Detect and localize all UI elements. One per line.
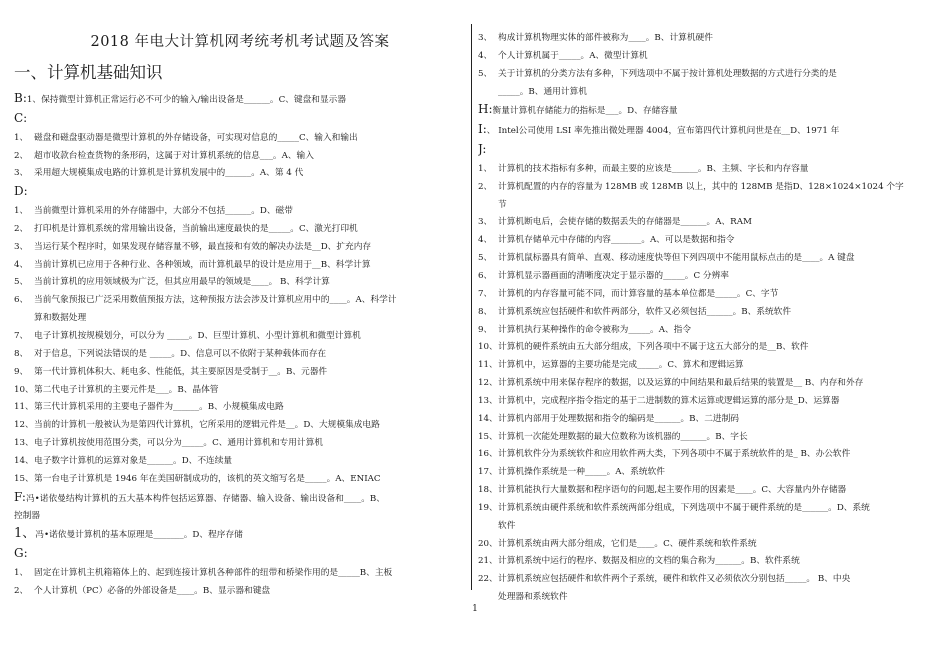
question-text: 计算机系统应包括硬件和软件两个子系统，硬件和软件又必须依次分别包括_____。 B、中央 bbox=[498, 574, 851, 585]
question-continuation: 节 bbox=[498, 199, 507, 210]
question-item bbox=[478, 48, 933, 66]
column-divider bbox=[471, 24, 472, 590]
question-text: 当前的计算机一般被认为是第四代计算机，它所采用的逻辑元件是__。D、大规模集成电路 bbox=[34, 420, 380, 431]
group-letter: H: bbox=[478, 102, 493, 117]
question-text: 固定在计算机主机箱箱体上的、起到连接计算机各种部件的纽带和桥梁作用的是_____B、主板 bbox=[34, 567, 393, 578]
question-item bbox=[478, 66, 933, 84]
question-text: 冯•诺依曼结构计算机的五大基本构件包括运算器、存储器、输入设备、输出设备和____。B、 bbox=[25, 493, 385, 504]
question-item bbox=[14, 364, 466, 382]
question-item bbox=[478, 464, 933, 482]
question-item bbox=[14, 583, 466, 601]
question-number: 21、 bbox=[478, 556, 498, 567]
question-item bbox=[14, 417, 466, 435]
question-text: 1、保持微型计算机正常运行必不可少的输入/输出设备是______。C、键盘和显示器 bbox=[26, 95, 347, 105]
question-number: 16、 bbox=[478, 449, 498, 460]
question-item bbox=[478, 232, 933, 250]
question-text: 计算机系统由硬件系统和软件系统两部分组成，下列选项中不属于硬件系统的是______。D、系统 bbox=[498, 502, 870, 513]
question-text: 计算机断电后，会使存储的数据丢失的存储器是______。A、RAM bbox=[498, 217, 752, 228]
question-number: 8、 bbox=[14, 348, 29, 359]
question-text: 计算机的硬件系统由五大部分组成，下列各项中不属于这五大部分的是__B、软件 bbox=[498, 342, 809, 353]
question-item bbox=[14, 399, 466, 417]
question-number: 1、 bbox=[14, 132, 29, 143]
question-text: 当运行某个程序时，如果发现存储容量不够，最直接和有效的解决办法是__D、扩充内存 bbox=[34, 241, 372, 252]
question-number: 5、 bbox=[478, 68, 493, 79]
question-text: 计算机系统中运行的程序、数据及相应的文档的集合称为______。B、软件系统 bbox=[498, 556, 800, 567]
question-number: 1、 bbox=[14, 567, 29, 578]
question-text: 第三代计算机采用的主要电子器件为______。B、小规模集成电路 bbox=[34, 402, 284, 413]
question-item bbox=[14, 165, 466, 183]
question-number: 9、 bbox=[478, 324, 493, 335]
question-number: 12、 bbox=[478, 378, 498, 389]
question-item bbox=[14, 239, 466, 257]
question-item bbox=[478, 375, 933, 393]
question-number: 2、 bbox=[14, 223, 29, 234]
question-text: 计算机系统中用来保存程序的数据，以及运算的中间结果和最后结果的装置是__ B、内存和外存 bbox=[498, 378, 864, 389]
question-item bbox=[478, 179, 933, 197]
question-text: 计算机能执行大量数据和程序语句的问题,起主要作用的因素是____。C、大容量内外存储器 bbox=[498, 485, 847, 496]
question-item bbox=[478, 268, 933, 286]
question-number: 7、 bbox=[14, 330, 29, 341]
question-number: 8、 bbox=[478, 306, 493, 317]
question-item bbox=[478, 357, 933, 375]
question-text: 计算机系统应包括硬件和软件两部分，软件又必须包括______。B、系统软件 bbox=[498, 306, 792, 317]
question-item bbox=[14, 346, 466, 364]
question-text: 计算机中，完成程序指令指定的基于二进制数的算术运算或逻辑运算的部分是_D、运算器 bbox=[498, 395, 840, 406]
question-number: 10、 bbox=[14, 384, 34, 395]
question-number: 12、 bbox=[14, 420, 34, 431]
question-text: 衡量计算机存储能力的指标是___。D、存储容量 bbox=[492, 106, 678, 117]
question-text: 第一台电子计算机是 1946 年在美国研制成功的，该机的英文缩写名是_____。A、ENIAC bbox=[34, 473, 381, 484]
question-text: 计算机配置的内存的容量为 128MB 或 128MB 以上，其中的 128MB 是指D、128×1024×1024 个字 bbox=[498, 181, 904, 192]
group-letter: D: bbox=[14, 184, 28, 199]
question-item bbox=[14, 274, 466, 292]
question-text: 第二代电子计算机的主要元件是___。B、晶体管 bbox=[34, 384, 219, 395]
question-item bbox=[478, 250, 933, 268]
question-continuation: 算和数据处理 bbox=[34, 313, 87, 324]
question-text: 第一代计算机体积大、耗电多、性能低，其主要原因是受制于__。B、元器件 bbox=[34, 366, 328, 377]
question-text: 个人计算机（PC）必备的外部设备是____。B、显示器和键盘 bbox=[34, 585, 271, 596]
question-group-header bbox=[14, 489, 466, 509]
right-question-list bbox=[478, 30, 933, 607]
question-text: 当前气象预报已广泛采用数值预报方法，这种预报方法会涉及计算机应用中的____。A、科学计 bbox=[34, 295, 397, 306]
question-text: 冯•诺依曼计算机的基本原理是_______。D、程序存储 bbox=[35, 530, 243, 541]
question-text: 计算机中，运算器的主要功能是完成_____。C、算术和逻辑运算 bbox=[498, 360, 744, 371]
question-number: 4、 bbox=[478, 50, 493, 61]
question-text: 计算机系统由两大部分组成，它们是____。C、硬件系统和软件系统 bbox=[498, 538, 757, 549]
question-text: 计算机鼠标器具有简单、直观、移动速度快等但下列四项中不能用鼠标点击的是____。A 键盘 bbox=[498, 253, 855, 264]
question-number: 17、 bbox=[478, 467, 498, 478]
question-number: 6、 bbox=[478, 270, 493, 281]
question-number: 2、 bbox=[14, 585, 29, 596]
question-number: 15、 bbox=[14, 473, 34, 484]
question-text: 电子数字计算机的运算对象是______。D、不连续量 bbox=[34, 455, 233, 466]
question-text: 当前微型计算机采用的外存储器中，大部分不包括______。D、磁带 bbox=[34, 206, 293, 217]
question-text: 计算机操作系统是一种_____。A、系统软件 bbox=[498, 467, 665, 478]
question-number: 10、 bbox=[478, 342, 498, 353]
question-group-header bbox=[14, 90, 466, 110]
question-number: 1、 bbox=[478, 163, 493, 174]
question-group-header bbox=[478, 121, 933, 141]
question-text: 电子计算机按使用范围分类，可以分为_____。C、通用计算机和专用计算机 bbox=[34, 438, 323, 449]
question-number: 9、 bbox=[14, 366, 29, 377]
question-text: 采用超大规模集成电路的计算机是计算机发展中的______。A、第 4 代 bbox=[34, 168, 304, 179]
question-text: 电子计算机按规模划分，可以分为 _____。D、巨型计算机、小型计算机和微型计算机 bbox=[34, 330, 361, 341]
question-number: 15、 bbox=[478, 431, 498, 442]
question-number: 3、 bbox=[478, 33, 493, 43]
question-item bbox=[14, 148, 466, 166]
page-number: 1 bbox=[472, 604, 478, 614]
question-item bbox=[14, 328, 466, 346]
question-number: 7、 bbox=[478, 288, 493, 299]
question-item bbox=[478, 553, 933, 571]
question-number: 19、 bbox=[478, 502, 498, 513]
question-group-header bbox=[14, 110, 466, 130]
question-item bbox=[14, 435, 466, 453]
question-item bbox=[14, 382, 466, 400]
question-number: 3、 bbox=[14, 241, 29, 252]
question-group-header bbox=[14, 526, 466, 545]
question-number: 4、 bbox=[478, 235, 493, 246]
question-text: 打印机是计算机系统的常用输出设备，当前输出速度最快的是_____。C、激光打印机 bbox=[34, 223, 358, 234]
question-number: 14、 bbox=[14, 455, 34, 466]
question-item bbox=[14, 203, 466, 221]
group-letter: F: bbox=[14, 489, 26, 504]
question-text: 计算机显示器画面的清晰度决定于显示器的_____。C 分辨率 bbox=[498, 270, 729, 281]
question-item bbox=[478, 536, 933, 554]
question-text: 磁盘和磁盘驱动器是微型计算机的外存储设备，可实现对信息的_____C、输入和输出 bbox=[34, 132, 358, 143]
question-number: 11、 bbox=[14, 402, 34, 413]
left-question-list bbox=[14, 90, 466, 601]
question-item bbox=[478, 482, 933, 500]
question-text: 当前计算机已应用于各种行业、各种领域，而计算机最早的设计是应用于__B、科学计算 bbox=[34, 259, 371, 270]
question-number: 1、 bbox=[14, 206, 29, 217]
question-number: 13、 bbox=[478, 395, 498, 406]
group-letter: G: bbox=[14, 546, 28, 561]
question-number: 11、 bbox=[478, 360, 498, 371]
question-text: 计算机存储单元中存储的内容_______。A、可以是数据和指令 bbox=[498, 235, 735, 246]
question-text: 计算机内部用于处理数据和指令的编码是______。B、二进制码 bbox=[498, 413, 739, 424]
question-item bbox=[478, 304, 933, 322]
question-number: 22、 bbox=[478, 574, 498, 585]
group-letter: 1、 bbox=[14, 526, 36, 542]
question-text: 计算机执行某种操作的命令被称为_____。A、指令 bbox=[498, 324, 692, 335]
question-item bbox=[14, 221, 466, 239]
question-text: 计算机软件分为系统软件和应用软件两大类，下列各项中不属于系统软件的是_ B、办公软件 bbox=[498, 449, 851, 460]
left-column bbox=[14, 30, 466, 601]
question-item bbox=[478, 411, 933, 429]
question-number: 14、 bbox=[478, 413, 498, 424]
group-letter: C: bbox=[14, 110, 28, 125]
question-item bbox=[478, 571, 933, 589]
question-item bbox=[14, 565, 466, 583]
question-group-header bbox=[14, 545, 466, 565]
question-continuation: 处理器和系统软件 bbox=[498, 592, 568, 603]
question-item bbox=[14, 292, 466, 310]
question-item bbox=[478, 30, 933, 48]
question-text: 、 Intel公司使用 LSI 率先推出微处理器 4004，宣布第四代计算机问世是在__D、1971 年 bbox=[486, 126, 840, 137]
question-text: 超市收款台检查货物的条形码，这属于对计算机系统的信息___。A、输入 bbox=[34, 150, 314, 161]
question-continuation: 控制器 bbox=[14, 511, 41, 522]
question-text: 计算机的内存容量可能不同，而计算容量的基本单位都是_____。C、字节 bbox=[498, 288, 779, 299]
group-letter: J: bbox=[478, 142, 487, 157]
question-item bbox=[14, 257, 466, 275]
question-continuation: _____。B、通用计算机 bbox=[498, 86, 587, 97]
question-group-header bbox=[14, 183, 466, 203]
question-number: 18、 bbox=[478, 485, 498, 496]
question-number: 2、 bbox=[478, 181, 493, 192]
question-item bbox=[478, 393, 933, 411]
question-group-header bbox=[478, 101, 933, 121]
question-item bbox=[478, 322, 933, 340]
question-text: 对于信息，下列说法错误的是 _____。D、信息可以不依附于某种载体而存在 bbox=[34, 348, 327, 359]
group-letter: B: bbox=[14, 91, 27, 105]
question-item bbox=[478, 429, 933, 447]
question-number: 5、 bbox=[14, 277, 29, 288]
group-letter: I: bbox=[478, 122, 487, 137]
question-number: 4、 bbox=[14, 259, 29, 270]
question-text: 关于计算机的分类方法有多种，下列选项中不属于按计算机处理数据的方式进行分类的是 bbox=[498, 68, 837, 79]
right-column bbox=[478, 30, 933, 607]
question-number: 5、 bbox=[478, 253, 493, 264]
question-item bbox=[14, 471, 466, 489]
question-item bbox=[478, 214, 933, 232]
question-item bbox=[478, 161, 933, 179]
question-item bbox=[14, 453, 466, 471]
question-text: 当前计算机的应用领域极为广泛，但其应用最早的领域是____。 B、科学计算 bbox=[34, 277, 330, 288]
question-number: 6、 bbox=[14, 295, 29, 306]
question-number: 3、 bbox=[14, 168, 29, 179]
question-text: 个人计算机属于_____。A、微型计算机 bbox=[498, 50, 648, 61]
question-item bbox=[478, 339, 933, 357]
question-item bbox=[478, 500, 933, 518]
question-number: 20、 bbox=[478, 538, 498, 549]
question-number: 2、 bbox=[14, 150, 29, 161]
question-continuation: 软件 bbox=[498, 520, 516, 531]
section-heading: 一、计算机基础知识 bbox=[14, 63, 163, 82]
document-title: 2018 年电大计算机网考统考机考试题及答案 bbox=[90, 34, 390, 50]
question-number: 13、 bbox=[14, 438, 34, 449]
question-group-header bbox=[478, 141, 933, 161]
question-text: 计算机的技术指标有多种，而最主要的应该是______。B、主频、字长和内存容量 bbox=[498, 163, 809, 174]
question-text: 构成计算机物理实体的部件被称为____。B、计算机硬件 bbox=[498, 33, 713, 43]
question-item bbox=[478, 286, 933, 304]
question-text: 计算机一次能处理数据的最大位数称为该机器的______。B、字长 bbox=[498, 431, 748, 442]
question-number: 3、 bbox=[478, 217, 493, 228]
question-item bbox=[478, 446, 933, 464]
question-item bbox=[14, 130, 466, 148]
